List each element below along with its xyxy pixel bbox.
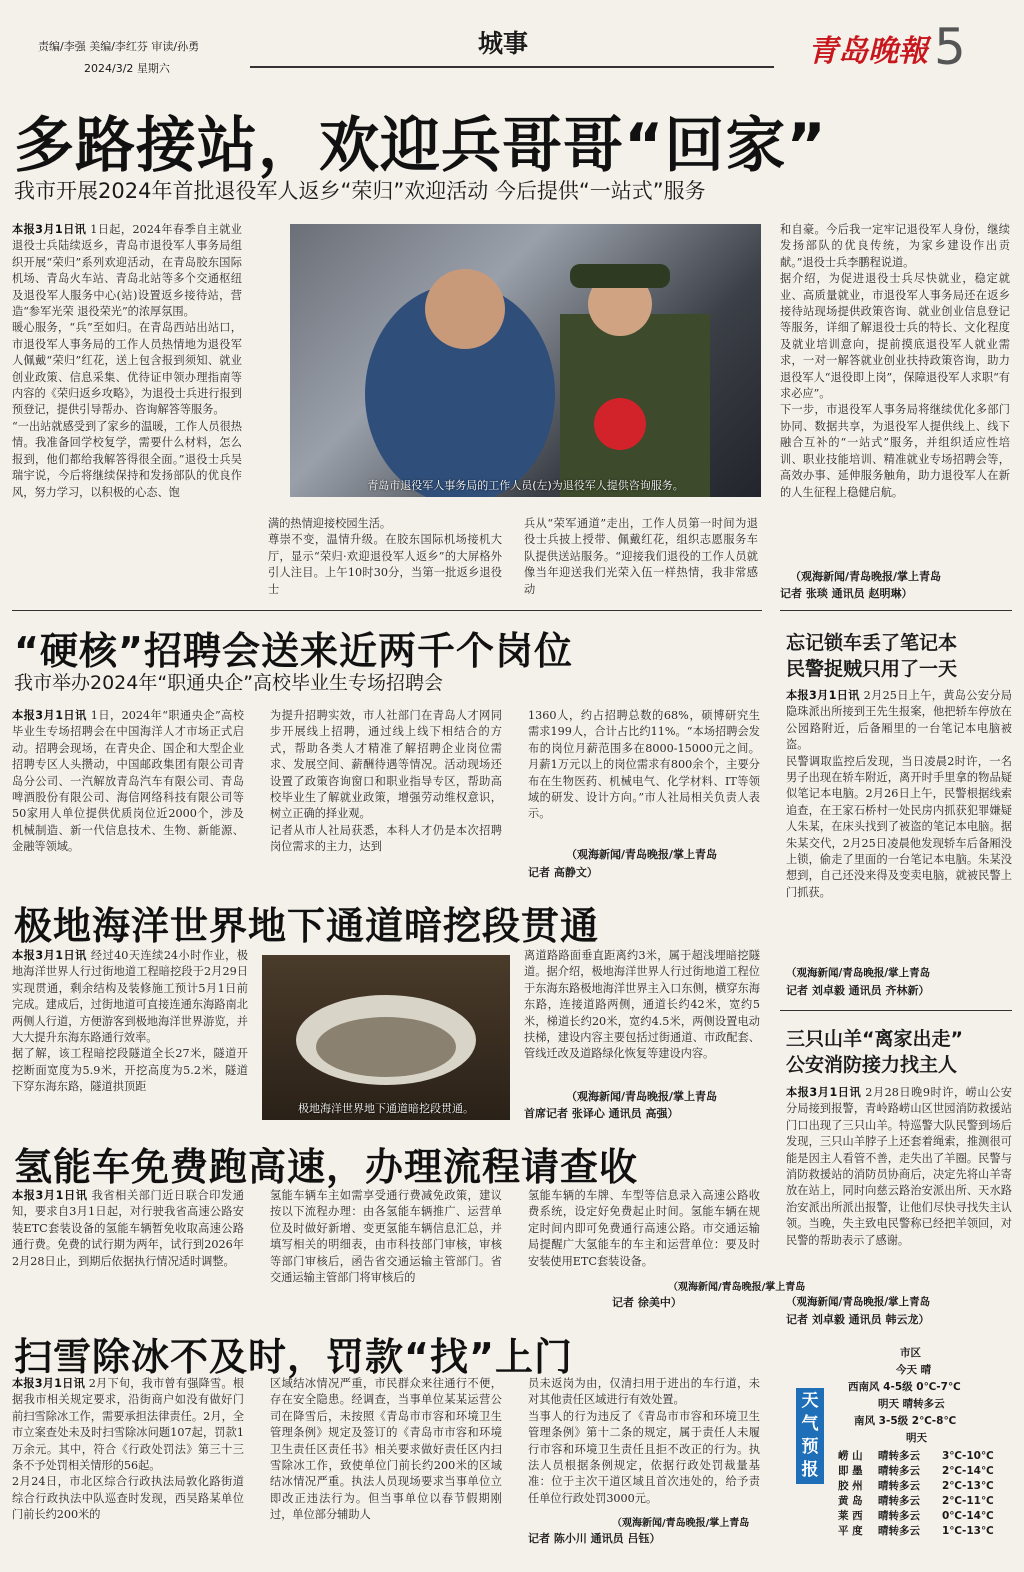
story1-photo <box>290 224 761 497</box>
story1-subtitle: 我市开展2024年首批退役军人返乡“荣归”欢迎活动 今后提供“一站式”服务 <box>14 179 706 203</box>
side1-credit: （观海新闻/青岛晚报/掌上青岛 <box>786 967 931 979</box>
story3-credit2: 首席记者 张译心 通讯员 高强） <box>524 1107 679 1120</box>
section-name: 城事 <box>478 29 529 58</box>
weather-table <box>838 1449 1014 1539</box>
story5-col2: 区域结冰情况严重，市民群众来往通行不便，存在安全隐患。经调查，当事单位某某运营公司在降雪后，未按照《青岛市市容和环境卫生管理条例》规定及签订的《青岛市市容和环境卫生责任区责任书》相关要求做好责任区内扫雪除冰工作，致使单位门前长约200米的区域结冰情况严重。执法人员现场要求当事单位立即改正违法行为。但当事单位以春节假期刚过，单位部分辅助人 <box>270 1377 502 1522</box>
side2-credit: （观海新闻/青岛晚报/掌上青岛 <box>786 1296 931 1308</box>
side1-lead: 本报3月1日讯 <box>786 689 860 702</box>
story3-credit: （观海新闻/青岛晚报/掌上青岛 <box>566 1090 718 1103</box>
story5-headline: 扫雪除冰不及时，罚款“找”上门 <box>14 1335 573 1379</box>
story3-headline: 极地海洋世界地下通道暗挖段贯通 <box>14 904 600 948</box>
story1-lead: 本报3月1日讯 <box>12 223 87 236</box>
side1-body: 本报3月1日讯 2月25日上午，黄岛公安分局隐珠派出所接到王先生报案，他把轿车停放在公园路附近，后备厢里的一台笔记本电脑被盗。 民警调取监控后发现，当日凌晨2时许，一名男子出现在轿车附近，离开时手里拿的物品疑似笔记本电脑。2月26日上午，民警根据线索追查，在王家石桥村一处民房内抓获犯罪嫌疑人朱某，在床头找到了被盗的笔记本电脑。据朱某交代，2月25日凌晨他发现轿车后备厢没上锁，偷走了里面的一台笔记本电脑。朱某没想到，自己还没来得及变卖电脑，就被民警上门抓获。 <box>786 689 1012 899</box>
weather-row: 即 墨 晴转多云 2℃-14℃ <box>838 1465 994 1477</box>
story3-lead: 本报3月1日讯 <box>12 949 87 962</box>
story1-credit2: 记者 张琰 通讯员 赵明琳） <box>780 587 913 600</box>
weather-label: 天气预报 <box>796 1388 824 1484</box>
weather-row: 胶 州 晴转多云 2℃-13℃ <box>838 1480 994 1492</box>
weather-row: 黄 岛 晴转多云 2℃-11℃ <box>838 1495 994 1507</box>
story2-col1: 本报3月1日讯 1日，2024年“职通央企”高校毕业生专场招聘会在中国海洋人才市场正式启动。招聘会现场，在青央企、国企和大型企业招聘专区人头攒动，中国邮政集团有限公司青岛分公司、一汽解放青岛汽车有限公司、青岛啤酒股份有限公司、海信网络科技有限公司等50家用人单位提供优质岗位近2000个，涉及机械制造、新一代信息技术、生物、新能源、金融等领域。 <box>12 709 244 854</box>
story4-credit2: 记者 徐美中） <box>612 1296 682 1309</box>
page-number: 5 <box>934 18 966 76</box>
weather-tomorrow-header: 明天 <box>906 1432 927 1444</box>
side2-body: 本报3月1日讯 2月28日晚9时许，崂山公安分局接到报警，青岭路崂山区世园消防救援站门口出现了三只山羊。特巡警大队民警到场后发现，三只山羊脖子上还套着绳索，推测很可能是因主人看管不善，走失出了羊圈。民警与消防救援站的消防员协商后，决定先将山羊寄放在站上，同时向慈云路治安派出所、天水路治安派出所派出报警，让他们尽快寻找失主认领。当晚，失主致电民警称已经把羊领回，对民警的帮助表示了感谢。 <box>786 1086 1012 1247</box>
side2-headline-line1: 三只山羊“离家出走” <box>786 1028 963 1050</box>
story3-photo-caption: 极地海洋世界地下通道暗挖段贯通。 <box>298 1102 474 1115</box>
weather-row: 平 度 晴转多云 1℃-13℃ <box>838 1525 994 1537</box>
story5-credit: （观海新闻/青岛晚报/掌上青岛 <box>612 1518 750 1529</box>
weather-tomorrow: 明天 晴转多云 <box>878 1398 945 1410</box>
weather-tomorrow-wind: 南风 3-5级 2℃-8℃ <box>854 1415 957 1427</box>
story1-col2: 满的热情迎接校园生活。 尊崇不变，温情升级。在胶东国际机场接机大厅，显示“荣归·欢迎退役军人返乡”的大屏格外引人注目。上午10时30分，当第一批返乡退役士 <box>268 517 502 596</box>
story5-credit2: 记者 陈小川 通讯员 吕钰） <box>528 1532 661 1545</box>
story4-col1: 本报3月1日讯 我省相关部门近日联合印发通知，要求自3月1日起，对行驶我省高速公路安装ETC套装设备的氢能车辆暂免收取高速公路通行费。免费的试行期为两年，试行到2026年2月28日止，到期后依据执行情况适时调整。 <box>12 1189 244 1268</box>
paper-logo: 青岛晚報 <box>808 34 928 69</box>
story4-credit: （观海新闻/青岛晚报/掌上青岛 <box>668 1282 806 1293</box>
side1-credit2: 记者 刘卓毅 通讯员 齐林新） <box>786 984 930 997</box>
side1-headline-line2: 民警捉贼只用了一天 <box>786 658 958 680</box>
weather-today: 今天 晴 <box>896 1364 932 1376</box>
story4-col2: 氢能车辆车主如需享受通行费减免政策，建议按以下流程办理：由各氢能车辆推广、运营单位及时做好新增、变更氢能车辆信息汇总，并填写相关的明细表，由市科技部门审核，审核等部门审核后，函告省交通运输主管部门。省交通运输主管部门将审核后的 <box>270 1189 502 1285</box>
story1-photo-caption: 青岛市退役军人事务局的工作人员(左)为退役军人提供咨询服务。 <box>367 479 684 492</box>
weather-row: 莱 西 晴转多云 0℃-14℃ <box>838 1510 994 1522</box>
story4-headline: 氢能车免费跑高速，办理流程请查收 <box>14 1145 639 1189</box>
story4-col3: 氢能车辆的车牌、车型等信息录入高速公路收费系统，设定好免费起止时间。氢能车辆在规定时间内即可免费通行高速公路。市交通运输局提醒广大氢能车的车主和运营单位：要及时安装使用ETC套装设备。 <box>528 1189 760 1268</box>
story2-credit2: 记者 高静文） <box>528 866 598 879</box>
story5-lead: 本报3月1日讯 <box>12 1377 85 1390</box>
story1-col4: 和自豪。今后我一定牢记退役军人身份，继续发扬部队的优良传统，为家乡建设作出贡献。”退役士兵李鹏程说道。 据介绍，为促进退役士兵尽快就业，稳定就业、高质量就业，市退役军人事务局还在返乡接待站现场提供政策咨询、就业创业信息登记等服务，详细了解退役士兵的特长、文化程度及就业培训意向，提前摸底退役军人就业需求，一对一解答就业创业扶持政策咨询，助力退役军人“退役即上岗”，保障退役军人求职“有求必应”。 下一步，市退役军人事务局将继续优化多部门协同、数据共享，为退役军人提供线上、线下融合互补的“一站式”服务，并组织适应性培训、职业技能培训、精准就业专场招聘会等，高效办事、延伸服务触角，助力退役军人在新的人生征程上稳健启航。 <box>780 223 1010 499</box>
divider <box>780 610 1012 611</box>
weather-today-wind: 西南风 4-5级 0℃-7℃ <box>848 1381 961 1393</box>
issue-date: 2024/3/2 星期六 <box>84 62 170 75</box>
side2-headline-line2: 公安消防接力找主人 <box>786 1054 958 1076</box>
editors-line: 责编/李强 美编/李红芬 审读/孙勇 <box>38 40 200 53</box>
divider <box>12 610 762 611</box>
story4-lead: 本报3月1日讯 <box>12 1189 88 1202</box>
header-rule <box>250 66 774 68</box>
tunnel-photo-illustration <box>262 955 510 1120</box>
story5-col1: 本报3月1日讯 2月下旬，我市曾有强降雪。根据我市相关规定要求，沿街商户如没有做好门前扫雪除冰工作，需要承担法律责任。2月，全市立案查处未及时扫雪除冰问题107起，罚款1万余元。其中，符合《行政处罚法》第三十三条不予处罚相关情形的56起。 2月24日，市北区综合行政执法局敦化路街道综合行政执法中队巡查时发现，西吴路某单位门前长约200米的 <box>12 1377 244 1522</box>
story5-col3: 员未返岗为由，仅清扫用于进出的车行道，未对其他责任区域进行有效处置。 当事人的行为违反了《青岛市市容和环境卫生管理条例》第十二条的规定，属于责任人未履行市容和环境卫生责任且拒不改正的行为。执法人员根据条例规定，依据行政处罚裁量基准：位于主次干道区域且首次违处的，给予责任单位行政处罚3000元。 <box>528 1377 760 1505</box>
side2-credit2: 记者 刘卓毅 通讯员 韩云龙） <box>786 1313 930 1326</box>
weather-city: 市区 <box>900 1347 921 1359</box>
soldier-photo-illustration <box>290 224 761 497</box>
side1-headline-line1: 忘记锁车丢了笔记本 <box>786 632 958 654</box>
story3-photo <box>262 955 510 1120</box>
story2-col3: 1360人，约占招聘总数的68%，硕博研究生需求199人，合计占比约11%。“本场招聘会发布的岗位月薪范围多在8000-15000元之间。月薪1万元以上的岗位需求有800余个，主要分布在生物医药、机械电气、化学材料、IT等领域的研发、设计方向。”市人社局相关负责人表示。 <box>528 709 760 821</box>
weather-row: 崂 山 晴转多云 3℃-10℃ <box>838 1450 994 1462</box>
story2-credit: （观海新闻/青岛晚报/掌上青岛 <box>566 848 718 861</box>
story3-col3: 离道路路面垂直距离约3米，属于超浅埋暗挖隧道。据介绍，极地海洋世界人行过街地道工程位于东海东路极地海洋世界主入口东侧，横穿东海东路，连接道路两侧，通道长约42米，宽约5米，梯道长约20米，宽约4.5米，两侧设置电动扶梯，建设内容主要包括过街通道、市政配套、管线迁改及道路绿化恢复等建设内容。 <box>524 949 760 1061</box>
story2-headline: “硬核”招聘会送来近两千个岗位 <box>14 629 573 673</box>
story2-lead: 本报3月1日讯 <box>12 709 87 722</box>
divider <box>780 1010 1012 1011</box>
story1-col1: 本报3月1日讯 1日起，2024年春季自主就业退役士兵陆续返乡，青岛市退役军人事务局组织开展“荣归”系列欢迎活动，在青岛胶东国际机场、青岛火车站、青岛北站等多个交通枢纽及退役军人服务中心(站)设置返乡接待站，营造“参军光荣 退役荣光”的浓厚氛围。 暖心服务，“兵”至如归。在青岛西站出站口，市退役军人事务局的工作人员热情地为退役军人佩戴“荣归”红花，送上包含报到须知、就业创业政策、信息采集、优待证申领办理指南等内容的《荣归返乡攻略》，为退役士兵进行报到预登记，提供引导帮办、咨询解答等服务。 “一出站就感受到了家乡的温暖，工作人员很热情。我准备回学校复学，需要什么材料，怎么报到，他们都给我解答得很全面。”退役士兵吴瑞宇说，今后将继续保持和发扬部队的优良作风，努力学习，以积极的心态、饱 <box>12 223 242 499</box>
story1-col3: 兵从“荣军通道”走出，工作人员第一时间为退役士兵披上授带、佩戴红花，组织志愿服务车队提供送站服务。“迎接我们退役的工作人员就像当年迎送我们光荣入伍一样热情，我非常感动 <box>524 517 758 596</box>
story2-subtitle: 我市举办2024年“职通央企”高校毕业生专场招聘会 <box>14 672 444 694</box>
story3-col1: 本报3月1日讯 经过40天连续24小时作业，极地海洋世界人行过街地道工程暗挖段于2月29日实现贯通，剩余结构及装修施工预计5月1日前完成。建成后，过街地道可直接连通东海路南北两侧人行道，方便游客到极地海洋世界游览，并大大提升东海东路通行效率。 据了解，该工程暗挖段隧道全长27米，隧道开挖断面宽度为5.9米，开挖高度为5.2米，隧道下穿东海东路，隧道拱顶距 <box>12 949 248 1094</box>
story2-col2: 为提升招聘实效，市人社部门在青岛人才网同步开展线上招聘，通过线上线下相结合的方式，帮助各类人才精准了解招聘企业岗位需求、发展空间、薪酬待遇等情况。活动现场还设置了政策咨询窗口和职业指导专区，帮助高校毕业生了解就业政策，增强劳动维权意识，树立正确的择业观。 记者从市人社局获悉，本科人才仍是本次招聘岗位需求的主力，达到 <box>270 709 502 854</box>
side2-lead: 本报3月1日讯 <box>786 1086 862 1099</box>
story1-headline: 多路接站，欢迎兵哥哥“回家” <box>14 111 827 181</box>
story1-credit: （观海新闻/青岛晚报/掌上青岛 <box>790 570 942 583</box>
